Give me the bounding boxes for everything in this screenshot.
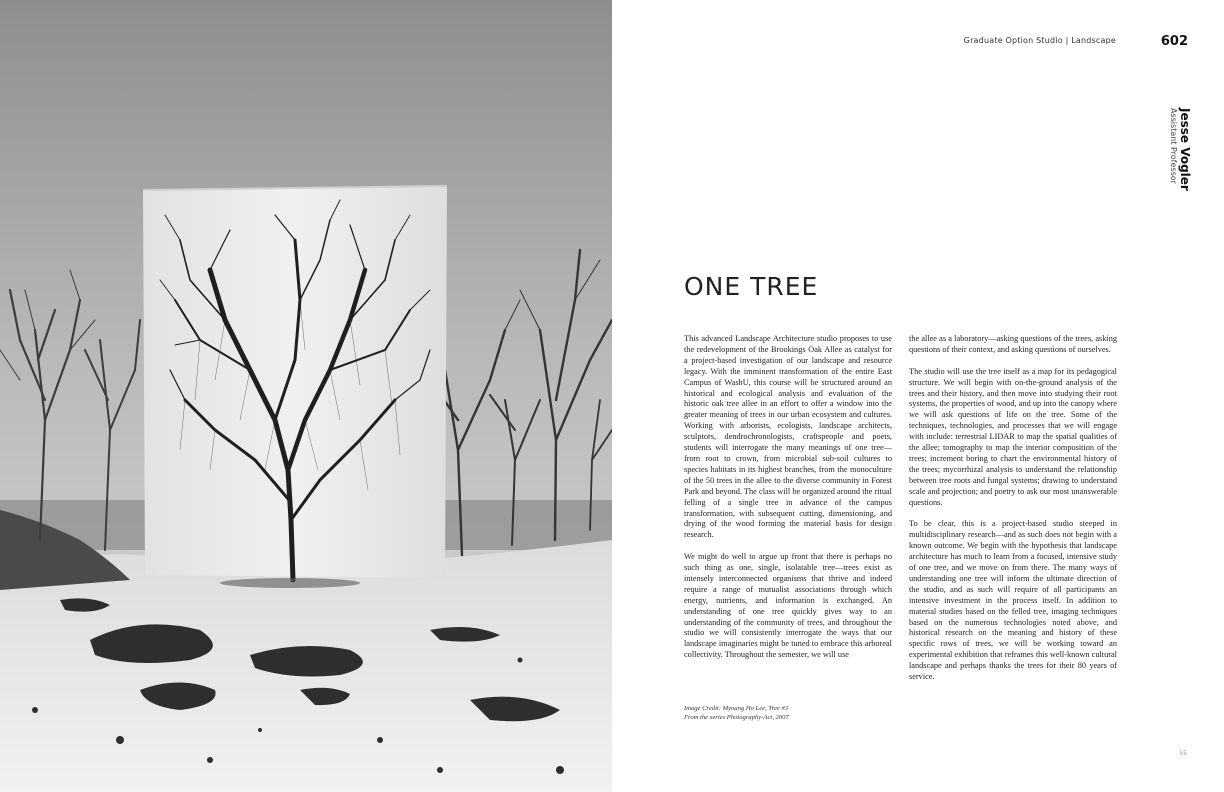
paragraph: This advanced Landscape Architecture studio proposes to use the redevelopment of the Brookings Oak Allee as catalyst for a project-based investigation of our landscape and resource legacy. With the imminent transformation of the entire East Campus of WashU, this course will be structured around an historical and ecological analysis and evaluation of the historic oak tree allee in an effort to offer a window into the greater meaning of trees in our urban ecosystem and cultures. Working with arborists, ecologists, landscape architects, sculptors, dendrochronologists, craftspeople and poets, students will interrogate the many meanings of one tree—from root to crown, from microbial sub-soil cultures to species habitats in its highest branches, from the monoculture of the 50 trees in the allee to the diverse community in Forest Park and beyond. The class will be organized around the ritual felling of a single tree in advance of the campus transformation, with subsequent cutting, dimensioning, and drying of the wood forming the material basis for design research. <box>684 334 892 540</box>
author-name: Jesse Vogler <box>1178 108 1192 191</box>
paragraph: To be clear, this is a project-based studio steeped in multidisciplinary research—and as such does not begin with a known outcome. We begin with the hypothesis that landscape architecture has much to learn from a focused, intensive study of one tree, and we move on from there. The many ways of understanding one tree will inform the ultimate direction of the studio, and as such will require of all participants an intensive investment in the process itself. In addition to material studies based on the felled tree, imaging techniques based on the numerous technologies noted above, and historical research on the meaning and history of these specific rows of trees, we will be working toward an experimental exhibition that reframes this well-known cultural landscape and perhaps thanks the trees for their 80 years of service. <box>909 519 1117 682</box>
text-column-right <box>909 334 1117 694</box>
running-head: Graduate Option Studio | Landscape <box>963 36 1116 45</box>
image-credit-line: From the series Photography-Act, 2007 <box>684 714 789 721</box>
page-number: 602 <box>1160 34 1188 49</box>
paragraph: We might do well to argue up front that there is perhaps no such thing as one, single, isolatable tree—trees exist as intensely interconnected organisms that thrive and indeed require a range of mutualist associations through which energy, nutrients, and information is exchanged. An understanding of one tree quickly gives way to an understanding of the community of trees, and throughout the studio we will consistently interrogate the ways that our landscape imaginaries might be tuned to embrace this arboreal collectivity. Throughout the semester, we will use <box>684 552 892 660</box>
text-column-left <box>684 334 892 672</box>
folio: 55 <box>1179 750 1187 757</box>
image-credit-line: Image Credit: Myoung Ho Lee, Tree #3 <box>684 705 789 712</box>
paragraph: the allee as a laboratory—asking questions of the trees, asking questions of their context, and asking questions of ourselves. <box>909 334 1117 354</box>
author-block <box>1162 108 1192 228</box>
author-role: Assistant Professor <box>1169 108 1178 184</box>
image-credit <box>684 704 892 722</box>
paragraph: The studio will use the tree itself as a map for its pedagogical structure. We will begin with on-the-ground analysis of the trees and their history, and then move into studying their root systems, the properties of wood, and up into the canopy where we will ask questions of life on the tree. Some of the techniques, technologies, and processes that we will engage with include: terrestrial LIDAR to map the spatial qualities of the allee; tomography to map the interior composition of the trees; increment boring to chart the environmental history of the trees; mycorrhizal analysis to understand the relationship between tree roots and fungal systems; drawing to understand scale and projection; and poetry to ask our most unanswerable questions. <box>909 366 1117 507</box>
article-title: ONE TREE <box>684 272 819 301</box>
